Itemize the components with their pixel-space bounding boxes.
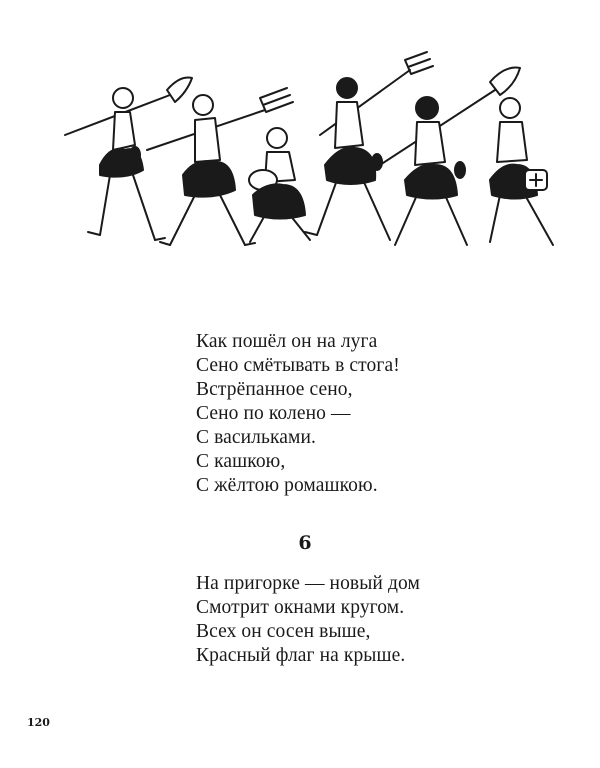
stanza-2-line: Красный флаг на крыше. <box>196 645 406 666</box>
stanza-1-line: Как пошёл он на луга <box>196 331 378 352</box>
stanza-2 <box>196 572 420 668</box>
children-marching-with-tools-icon <box>55 50 565 260</box>
stanza-2-line: На пригорке — новый дом <box>196 573 420 594</box>
section-number: 6 <box>298 532 312 554</box>
stanza-1-line: С жёлтою ромашкою. <box>196 475 378 496</box>
stanza-1-line: С кашкою, <box>196 451 286 472</box>
child-with-shovel-1-icon <box>65 78 192 241</box>
stanza-1-line: Встрёпанное сено, <box>196 379 353 400</box>
stanza-2-line: Всех он сосен выше, <box>196 621 371 642</box>
child-with-basket-icon <box>249 128 310 242</box>
child-with-pitchfork-2-icon <box>305 52 433 240</box>
page-number: 120 <box>27 716 50 729</box>
stanza-1-line: Сено смётывать в стога! <box>196 355 400 376</box>
stanza-2-line: Смотрит окнами кругом. <box>196 597 405 618</box>
stanza-1-line: Сено по колено — <box>196 403 351 424</box>
stanza-1-line: С васильками. <box>196 427 316 448</box>
stanza-1 <box>196 330 400 498</box>
child-with-medical-bag-icon <box>490 98 553 245</box>
